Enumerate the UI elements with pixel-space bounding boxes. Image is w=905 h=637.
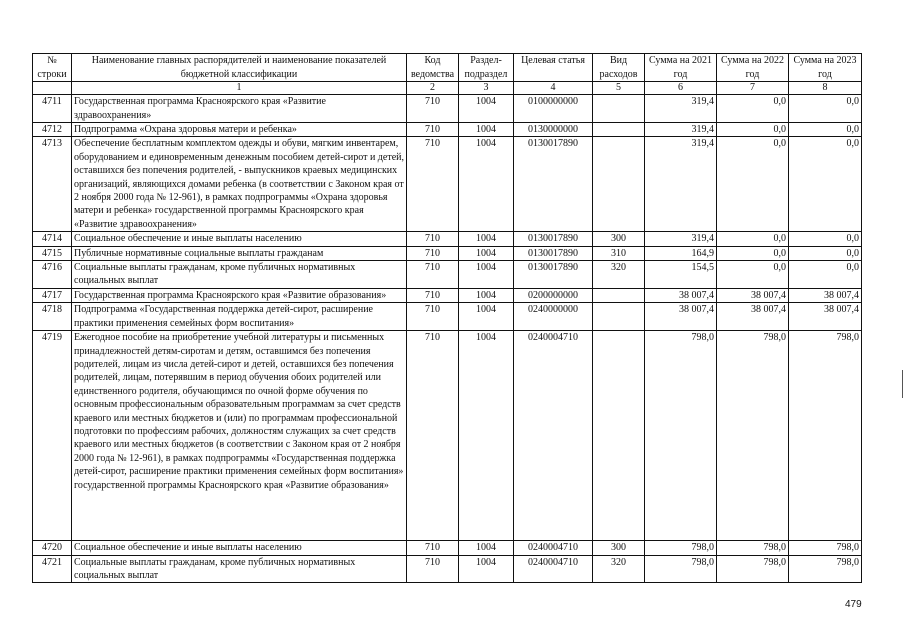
sum-2021: 319,4 (645, 95, 717, 123)
sum-2021: 38 007,4 (645, 288, 717, 302)
margin-mark (902, 370, 903, 398)
column-number: 5 (593, 82, 645, 95)
sum-2023: 0,0 (789, 123, 862, 137)
column-number: 8 (789, 82, 862, 95)
sum-2021: 38 007,4 (645, 303, 717, 331)
sum-2023: 798,0 (789, 331, 862, 541)
section-code: 1004 (459, 555, 514, 583)
sum-2021: 154,5 (645, 261, 717, 289)
sum-2022: 38 007,4 (717, 303, 789, 331)
expense-type (593, 288, 645, 302)
table-row (33, 232, 862, 246)
row-number: 4720 (33, 541, 72, 555)
column-number: 3 (459, 82, 514, 95)
sum-2022: 798,0 (717, 331, 789, 541)
sum-2022: 798,0 (717, 541, 789, 555)
header-section: Раздел-подраздел (459, 54, 514, 82)
target-article: 0240004710 (514, 555, 593, 583)
header-target-article: Целевая статья (514, 54, 593, 82)
expense-type (593, 303, 645, 331)
row-number: 4712 (33, 123, 72, 137)
department-code: 710 (407, 232, 459, 246)
header-sum-2021: Сумма на 2021 год (645, 54, 717, 82)
row-number: 4714 (33, 232, 72, 246)
header-row (33, 54, 862, 82)
sum-2021: 798,0 (645, 331, 717, 541)
department-code: 710 (407, 123, 459, 137)
row-number: 4713 (33, 137, 72, 232)
sum-2021: 164,9 (645, 246, 717, 260)
department-code: 710 (407, 303, 459, 331)
sum-2023: 0,0 (789, 95, 862, 123)
section-code: 1004 (459, 261, 514, 289)
column-number: 6 (645, 82, 717, 95)
section-code: 1004 (459, 303, 514, 331)
row-name: Государственная программа Красноярского края «Развитие образования» (72, 288, 407, 302)
sum-2021: 798,0 (645, 541, 717, 555)
expense-type: 310 (593, 246, 645, 260)
expense-type: 320 (593, 555, 645, 583)
target-article: 0240004710 (514, 331, 593, 541)
section-code: 1004 (459, 288, 514, 302)
table-row (33, 246, 862, 260)
column-number-row (33, 82, 862, 95)
column-number: 7 (717, 82, 789, 95)
row-name: Обеспечение бесплатным комплектом одежды и обуви, мягким инвентарем, оборудованием и единовременным денежным пособием детей-сирот и детей, оставшихся без попечения родителей, - выпускников краевых медицинских организаций, являющихся домами ребенка (в соответствии с Законом края от 2 ноября 2000 года № 12-961), в рамках подпрограммы «Охрана здоровья матери и ребенка» государственной программы Красноярского края «Развитие здравоохранения» (72, 137, 407, 232)
row-number: 4715 (33, 246, 72, 260)
target-article: 0130017890 (514, 261, 593, 289)
sum-2021: 798,0 (645, 555, 717, 583)
table-row (33, 288, 862, 302)
department-code: 710 (407, 541, 459, 555)
sum-2022: 0,0 (717, 123, 789, 137)
table-row (33, 303, 862, 331)
table-row (33, 555, 862, 583)
budget-table (32, 53, 862, 583)
header-sum-2023: Сумма на 2023 год (789, 54, 862, 82)
expense-type (593, 331, 645, 541)
row-number: 4717 (33, 288, 72, 302)
row-name: Социальное обеспечение и иные выплаты населению (72, 541, 407, 555)
department-code: 710 (407, 137, 459, 232)
section-code: 1004 (459, 541, 514, 555)
sum-2023: 0,0 (789, 246, 862, 260)
row-number: 4716 (33, 261, 72, 289)
department-code: 710 (407, 331, 459, 541)
sum-2022: 38 007,4 (717, 288, 789, 302)
header-sum-2022: Сумма на 2022 год (717, 54, 789, 82)
sum-2023: 798,0 (789, 541, 862, 555)
header-expense-type: Вид расходов (593, 54, 645, 82)
expense-type (593, 123, 645, 137)
sum-2023: 798,0 (789, 555, 862, 583)
row-name: Подпрограмма «Государственная поддержка детей-сирот, расширение практики применения семейных форм воспитания» (72, 303, 407, 331)
section-code: 1004 (459, 246, 514, 260)
sum-2021: 319,4 (645, 232, 717, 246)
column-number: 2 (407, 82, 459, 95)
row-name: Подпрограмма «Охрана здоровья матери и ребенка» (72, 123, 407, 137)
sum-2022: 0,0 (717, 232, 789, 246)
department-code: 710 (407, 261, 459, 289)
header-name: Наименование главных распорядителей и наименование показателей бюджетной классификации (72, 54, 407, 82)
table-row (33, 137, 862, 232)
target-article: 0130000000 (514, 123, 593, 137)
sum-2022: 0,0 (717, 246, 789, 260)
row-number: 4718 (33, 303, 72, 331)
department-code: 710 (407, 95, 459, 123)
section-code: 1004 (459, 95, 514, 123)
row-name: Ежегодное пособие на приобретение учебной литературы и письменных принадлежностей детям-сиротам и детям, оставшимся без попечения родителей, лицам из числа детей-сирот и детей, оставшихся без попечения родителей, лицам, потерявшим в период обучения обоих родителей или единственного родителя, обучающимся по очной форме обучения по основным профессиональным образовательным программам за счет средств краевого или местных бюджетов и (или) по программам профессиональной подготовки по профессиям рабочих, должностям служащих за счет средств краевого или местных бюджетов (в соответствии с Законом края от 2 ноября 2000 года № 12-961), в рамках подпрограммы «Государственная поддержка детей-сирот, расширение практики применения семейных форм воспитания» государственной программы Красноярского края «Развитие образования» (72, 331, 407, 541)
row-name: Государственная программа Красноярского края «Развитие здравоохранения» (72, 95, 407, 123)
sum-2022: 0,0 (717, 137, 789, 232)
row-name: Социальные выплаты гражданам, кроме публичных нормативных социальных выплат (72, 555, 407, 583)
sum-2021: 319,4 (645, 137, 717, 232)
header-department-code: Код ведомства (407, 54, 459, 82)
table-row (33, 95, 862, 123)
target-article: 0100000000 (514, 95, 593, 123)
sum-2023: 38 007,4 (789, 303, 862, 331)
target-article: 0240000000 (514, 303, 593, 331)
header-row-number: № строки (33, 54, 72, 82)
section-code: 1004 (459, 137, 514, 232)
target-article: 0130017890 (514, 246, 593, 260)
sum-2022: 798,0 (717, 555, 789, 583)
expense-type: 320 (593, 261, 645, 289)
row-number: 4711 (33, 95, 72, 123)
expense-type (593, 137, 645, 232)
target-article: 0130017890 (514, 137, 593, 232)
target-article: 0240004710 (514, 541, 593, 555)
sum-2022: 0,0 (717, 95, 789, 123)
table-row (33, 331, 862, 541)
sum-2023: 0,0 (789, 137, 862, 232)
department-code: 710 (407, 555, 459, 583)
expense-type: 300 (593, 541, 645, 555)
column-number: 1 (72, 82, 407, 95)
table-row (33, 261, 862, 289)
column-number (33, 82, 72, 95)
sum-2021: 319,4 (645, 123, 717, 137)
expense-type (593, 95, 645, 123)
department-code: 710 (407, 288, 459, 302)
section-code: 1004 (459, 331, 514, 541)
row-name: Социальное обеспечение и иные выплаты населению (72, 232, 407, 246)
table-row (33, 123, 862, 137)
column-number: 4 (514, 82, 593, 95)
table-row (33, 541, 862, 555)
row-number: 4721 (33, 555, 72, 583)
row-number: 4719 (33, 331, 72, 541)
row-name: Публичные нормативные социальные выплаты гражданам (72, 246, 407, 260)
section-code: 1004 (459, 123, 514, 137)
sum-2022: 0,0 (717, 261, 789, 289)
sum-2023: 38 007,4 (789, 288, 862, 302)
row-name: Социальные выплаты гражданам, кроме публичных нормативных социальных выплат (72, 261, 407, 289)
page-number: 479 (845, 599, 862, 610)
expense-type: 300 (593, 232, 645, 246)
target-article: 0130017890 (514, 232, 593, 246)
sum-2023: 0,0 (789, 232, 862, 246)
department-code: 710 (407, 246, 459, 260)
section-code: 1004 (459, 232, 514, 246)
sum-2023: 0,0 (789, 261, 862, 289)
target-article: 0200000000 (514, 288, 593, 302)
